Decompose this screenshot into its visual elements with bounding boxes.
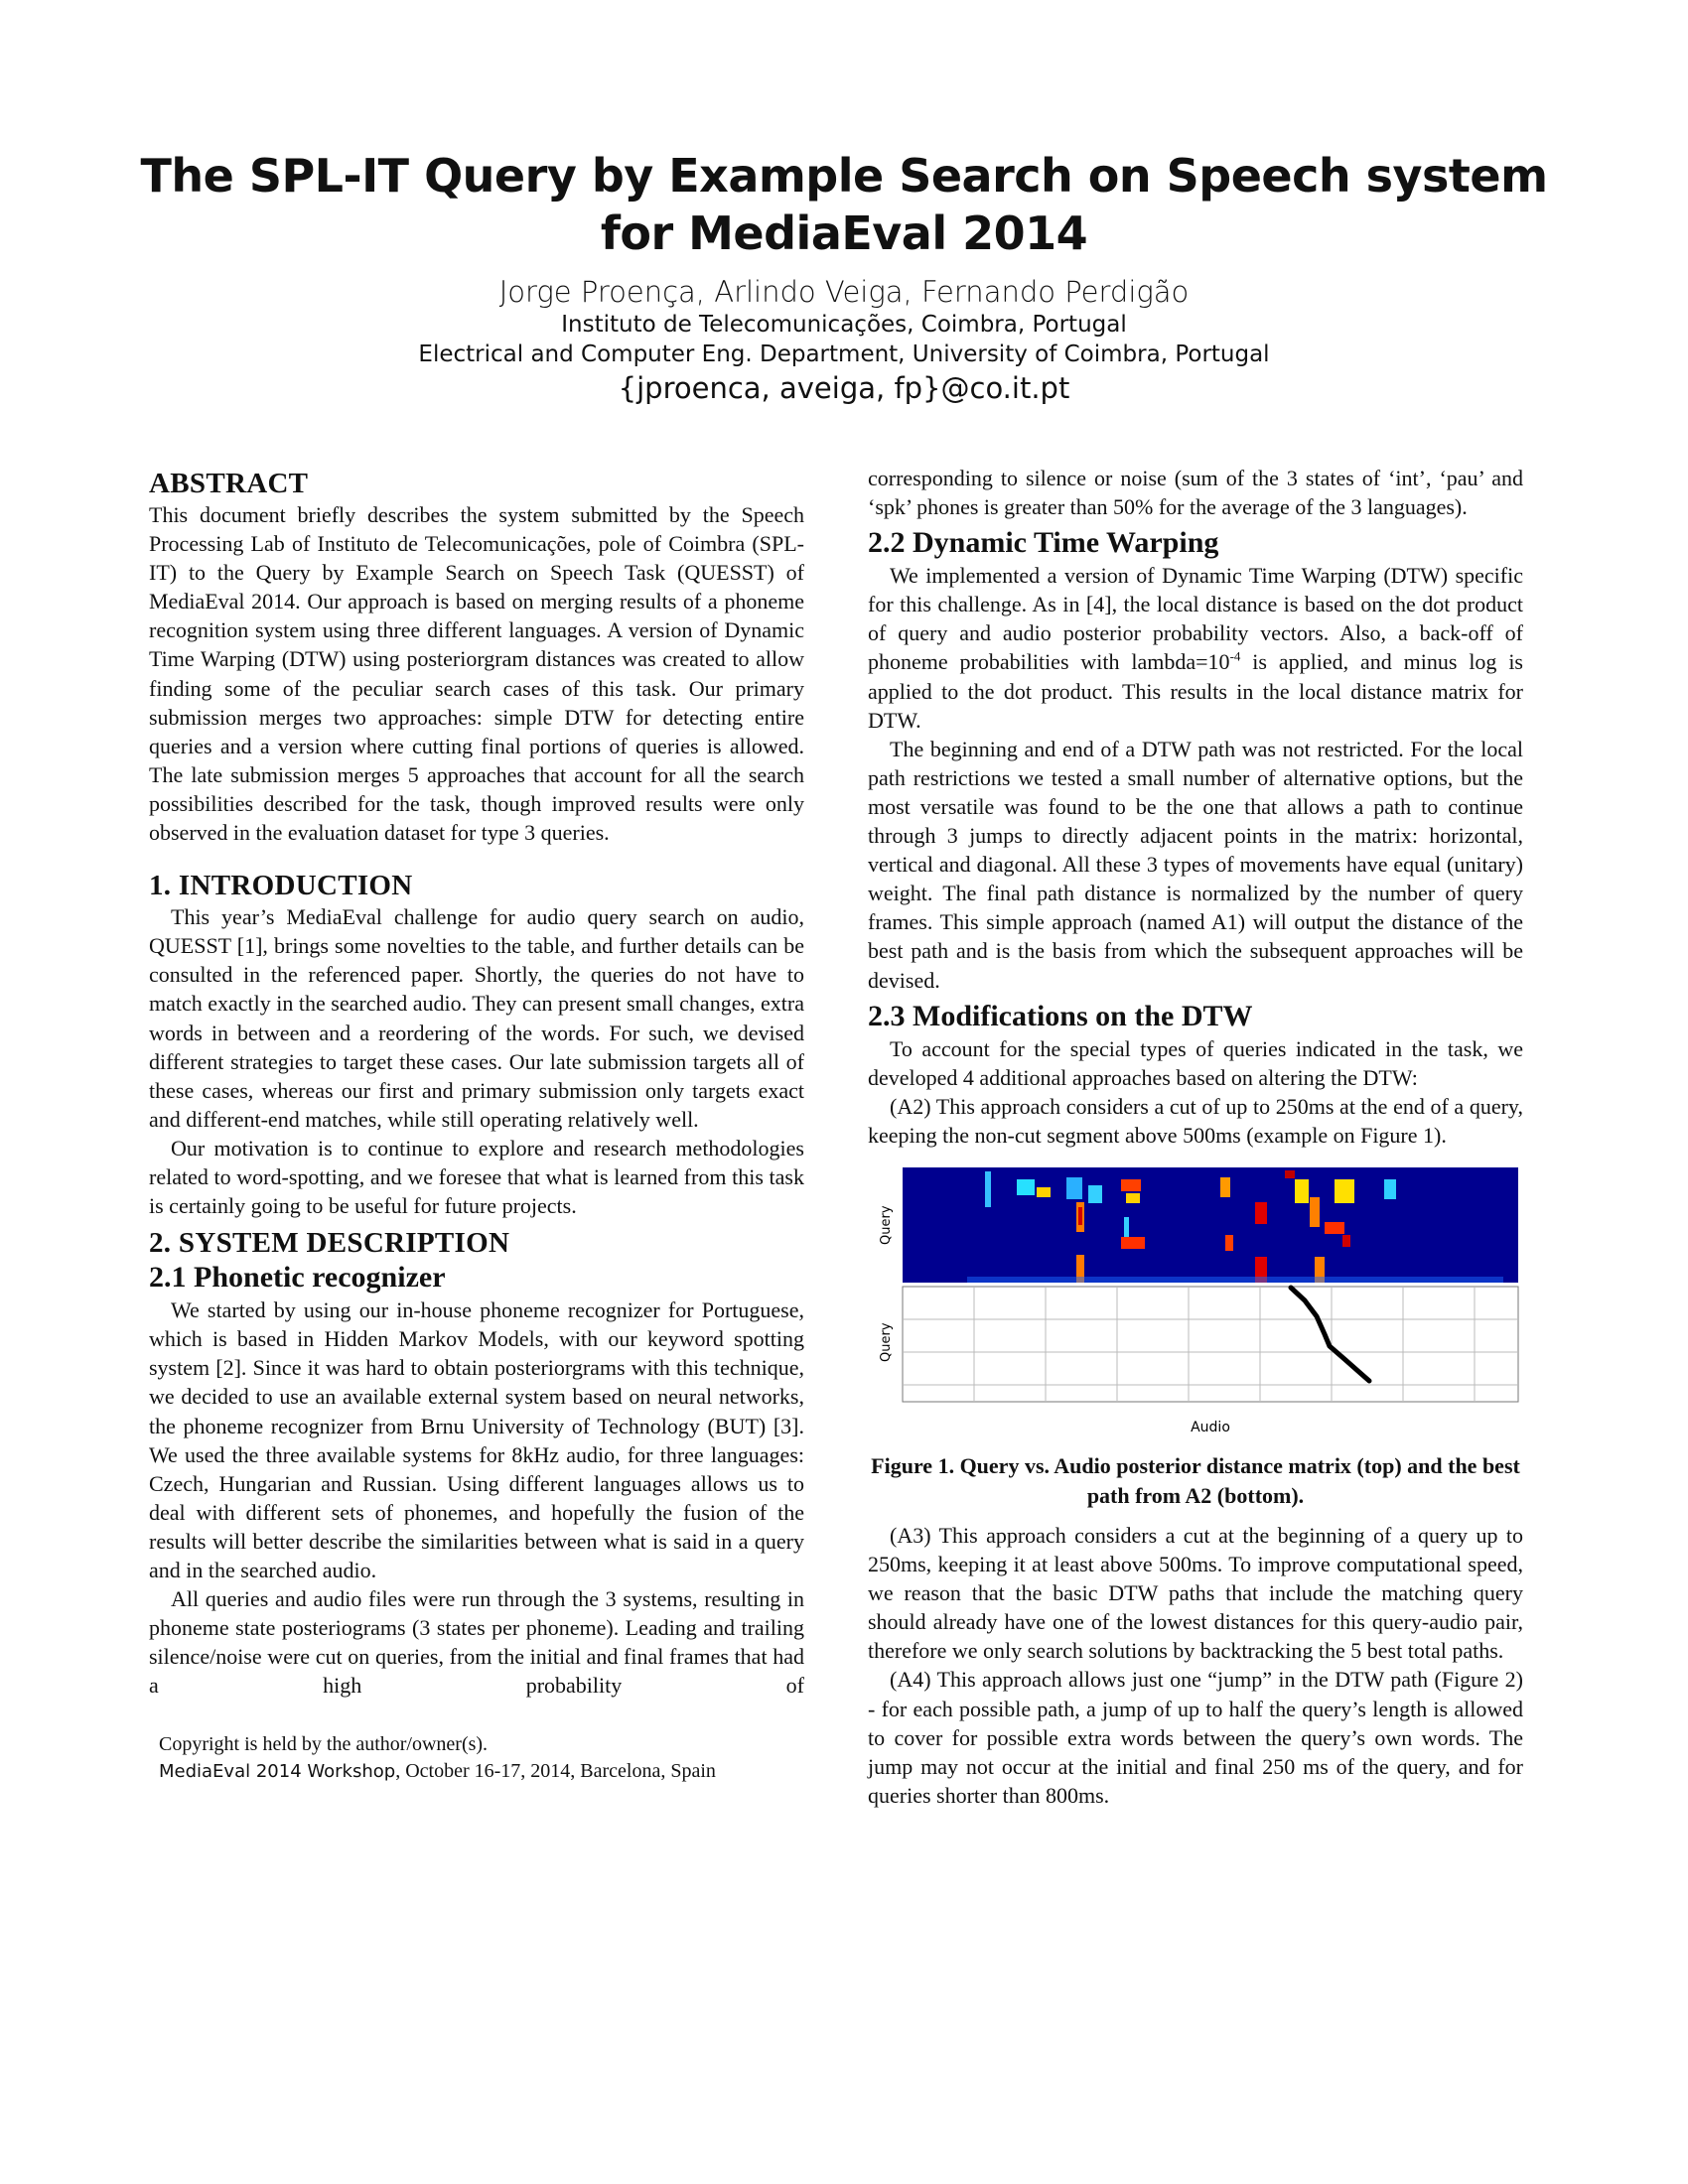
- workshop-name: MediaEval 2014 Workshop: [159, 1761, 396, 1783]
- copyright-text: Copyright is held by the author/owner(s).: [159, 1733, 489, 1756]
- distance-matrix-figure: [868, 1158, 1523, 1447]
- left-column: [149, 467, 804, 1785]
- abstract-text: This document briefly describes the system submitted by the Speech Processing Lab of Instituto de Telecomunicações, pole of Coimbra (SPL-IT) to the Query by Example Search on Speech Task (QUESST) of MediaEval 2014. Our approach is based on merging results of a phoneme recognition system using three different languages. A version of Dynamic Time Warping (DTW) using posteriorgram distances was created to allow finding some of the peculiar search cases of this task. Our primary submission merges two approaches: simple DTW for detecting entire queries and a version where cutting final portions of queries is allowed. The late submission merges 5 approaches that account for all the search possibilities described for the task, though improved results were only observed in the evaluation dataset for type 3 queries.: [149, 502, 804, 846]
- path-plot-grid: [903, 1287, 1518, 1402]
- right-column: [868, 464, 1523, 1810]
- y-label-top: Query: [879, 1205, 894, 1245]
- y-label-bottom: Query: [879, 1322, 894, 1362]
- affiliation: Instituto de Telecomunicações, Coimbra, Portugal: [561, 312, 1127, 338]
- paragraph: This year’s MediaEval challenge for audio query search on audio, QUESST [1], brings some novelties to the table, and further details can be consulted in the referenced paper. Shortly, the queries do not have to match exactly in the searched audio. They can present small changes, extra words in between and a reordering of the words. For such, we devised different strategies to target these cases. Our late submission targets all of these cases, whereas our first and primary submission only targets exact and different-end matches, while still operating relatively well.: [149, 904, 804, 1132]
- text: We implemented a version of Dynamic Time Warping (DTW) specific for this challenge. As in [4], the local distance is based on the dot product of query and audio posterior probability vectors. Also, a back-off of phoneme probabilities with lambda=10: [868, 563, 1523, 675]
- footnote: [149, 1731, 804, 1785]
- intro-heading: 1. INTRODUCTION: [149, 870, 413, 902]
- abstract-heading: ABSTRACT: [149, 468, 309, 499]
- paper-title: [0, 147, 1688, 262]
- subsection-heading: 2.3 Modifications on the DTW: [868, 999, 1253, 1032]
- author-email: {jproenca, aveiga, fp}@co.it.pt: [618, 371, 1070, 405]
- affiliation: Electrical and Computer Eng. Department, University of Coimbra, Portugal: [418, 341, 1270, 367]
- subsection-heading: 2.1 Phonetic recognizer: [149, 1261, 446, 1295]
- paragraph: We started by using our in-house phoneme recognizer for Portuguese, which is based in Hidden Markov Models, with our keyword spotting system [2]. Since it was hard to obtain posteriorgrams with this technique, we decided to use an available external system based on neural networks, the phoneme recognizer from Brnu University of Technology (BUT) [3]. We used the three available systems for 8kHz audio, for three languages: Czech, Hungarian and Russian. Using different languages allows us to deal with different sets of phonemes, and hopefully the fusion of the results will better describe the similarities between what is said in a query and in the searched audio.: [149, 1297, 804, 1582]
- paragraph: (A2) This approach considers a cut of up to 250ms at the end of a query, keeping the non-cut segment above 500ms (example on Figure 1).: [868, 1093, 1523, 1148]
- heatmap: [903, 1167, 1518, 1283]
- paragraph: Our motivation is to continue to explore and research methodologies related to word-spotting, and we foresee that what is learned from this task is certainly going to be useful for future projects.: [149, 1135, 804, 1219]
- paragraph: [868, 561, 1523, 735]
- figure-1: [868, 1158, 1523, 1511]
- paragraph: (A3) This approach considers a cut at the beginning of a query up to 250ms, keeping it at least above 500ms. To improve computational speed, we reason that the basic DTW paths that include the matching query should already have one of the lowest distances for this query-audio pair, therefore we only search solutions by backtracking the 5 best total paths.: [868, 1522, 1523, 1664]
- author-block: [0, 274, 1688, 407]
- superscript: -4: [1229, 649, 1241, 665]
- system-heading: 2. SYSTEM DESCRIPTION: [149, 1227, 510, 1260]
- x-label: Audio: [1191, 1419, 1230, 1435]
- paragraph: corresponding to silence or noise (sum of the 3 states of ‘int’, ‘pau’ and ‘spk’ phones is greater than 50% for the average of the 3 languages).: [868, 466, 1523, 520]
- venue-text: [159, 1758, 804, 1785]
- paragraph: All queries and audio files were run through the 3 systems, resulting in phoneme state posteriograms (3 states per phoneme). Leading and trailing silence/noise were cut on queries, from the initial and final frames that had a high probability of: [149, 1586, 804, 1699]
- paragraph: The beginning and end of a DTW path was not restricted. For the local path restrictions we tested a small number of alternative options, but the most versatile was found to be the one that allows a path to continue through 3 jumps to directly adjacent points in the matrix: horizontal, vertical and diagonal. All these 3 types of movements have equal (unitary) weight. The final path distance is normalized by the number of query frames. This simple approach (named A1) will output the distance of the best path and is the basis from which the subsequent approaches will be devised.: [868, 736, 1523, 993]
- subsection-heading: 2.2 Dynamic Time Warping: [868, 526, 1219, 560]
- title-line: The SPL-IT Query by Example Search on Speech system: [140, 149, 1548, 203]
- paragraph: (A4) This approach allows just one “jump” in the DTW path (Figure 2) - for each possible path, a jump of up to half the query’s length is allowed to cover for possible extra words between the query’s own words. The jump may not occur at the initial and final 250 ms of the query, and for queries shorter than 800ms.: [868, 1667, 1523, 1808]
- workshop-date: , October 16-17, 2014, Barcelona, Spain: [395, 1760, 716, 1783]
- author-names: Jorge Proença, Arlindo Veiga, Fernando Perdigão: [498, 275, 1190, 309]
- figure-caption: Figure 1. Query vs. Audio posterior distance matrix (top) and the best path from A2 (bottom).: [871, 1452, 1520, 1508]
- paragraph: To account for the special types of queries indicated in the task, we developed 4 additional approaches based on altering the DTW:: [868, 1035, 1523, 1090]
- text: is applied, and minus log is applied to the dot product. This results in the local distance matrix for DTW.: [868, 649, 1523, 733]
- title-line: for MediaEval 2014: [600, 206, 1088, 260]
